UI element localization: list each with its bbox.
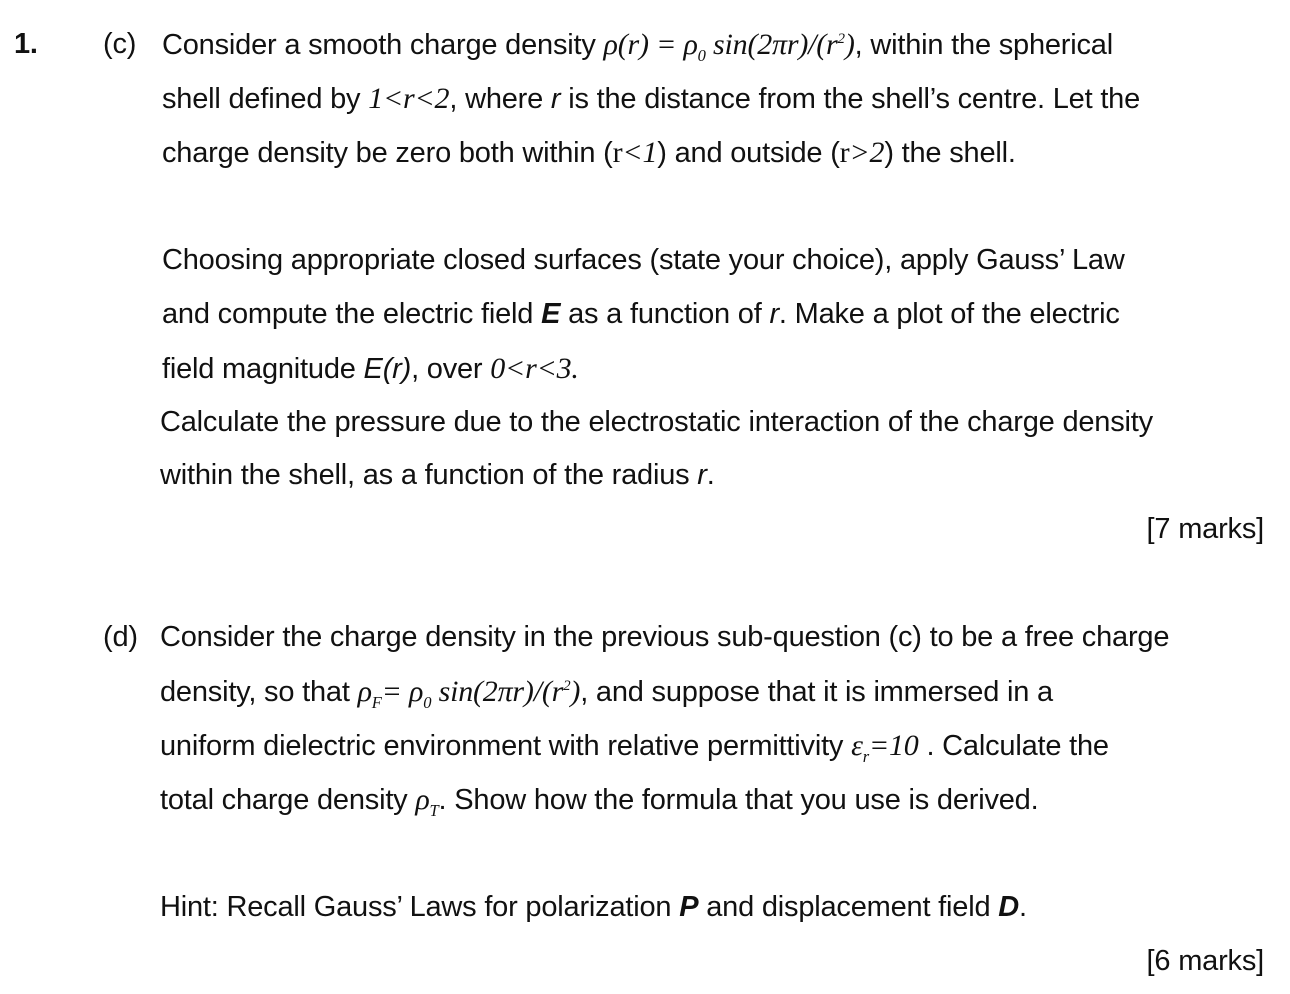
- part-c-p2-line-2: and compute the electric field E as a function of r. Make a plot of the electric: [162, 298, 1120, 330]
- part-c-p2-line-3: field magnitude E(r), over 0<r<3.: [162, 352, 579, 385]
- relative-permittivity: $\varepsilon_r=10$: [851, 729, 919, 766]
- part-c-marks: [7 marks]: [1146, 513, 1264, 545]
- charge-density-formula: $\rho(r) = \rho_0$ $\sin(2\pi r)/(r^2)$: [603, 28, 855, 65]
- part-c-line-3: charge density be zero both within (r<1) and outside (r>2) the shell.: [162, 136, 1016, 169]
- part-d-marks: [6 marks]: [1146, 945, 1264, 977]
- part-d-hint: Hint: Recall Gauss’ Laws for polarization P and displacement field D.: [160, 891, 1027, 923]
- part-c-line-2: shell defined by 1<r<2, where r is the distance from the shell’s centre. Let the: [162, 82, 1141, 115]
- part-c-p3-line-1: Calculate the pressure due to the electrostatic interaction of the charge density: [160, 406, 1153, 438]
- part-d-line-2: density, so that $\rho_F= \rho_0$ $\sin(2\pi r)/(r^2)$, and suppose that it is immersed in a: [160, 675, 1053, 712]
- free-charge-formula: $\rho_F= \rho_0$ $\sin(2\pi r)/(r^2)$: [357, 675, 581, 712]
- part-d-line-1: Consider the charge density in the previous sub-question (c) to be a free charge: [160, 621, 1170, 653]
- part-c-line-1: Consider a smooth charge density $\rho(r) = \rho_0$ $\sin(2\pi r)/(r^2)$, within the spherical: [162, 28, 1113, 65]
- part-d-line-4: total charge density $\rho_T$. Show how the formula that you use is derived.: [160, 783, 1039, 820]
- part-c-label: (c): [103, 28, 137, 60]
- part-c-p3-line-2: within the shell, as a function of the radius r.: [160, 459, 715, 491]
- question-number: 1.: [14, 28, 38, 60]
- part-c-p2-line-1: Choosing appropriate closed surfaces (state your choice), apply Gauss’ Law: [162, 244, 1125, 276]
- part-d-line-3: uniform dielectric environment with relative permittivity $\varepsilon_r=10$ . Calculate the: [160, 729, 1109, 766]
- part-d-label: (d): [103, 621, 138, 653]
